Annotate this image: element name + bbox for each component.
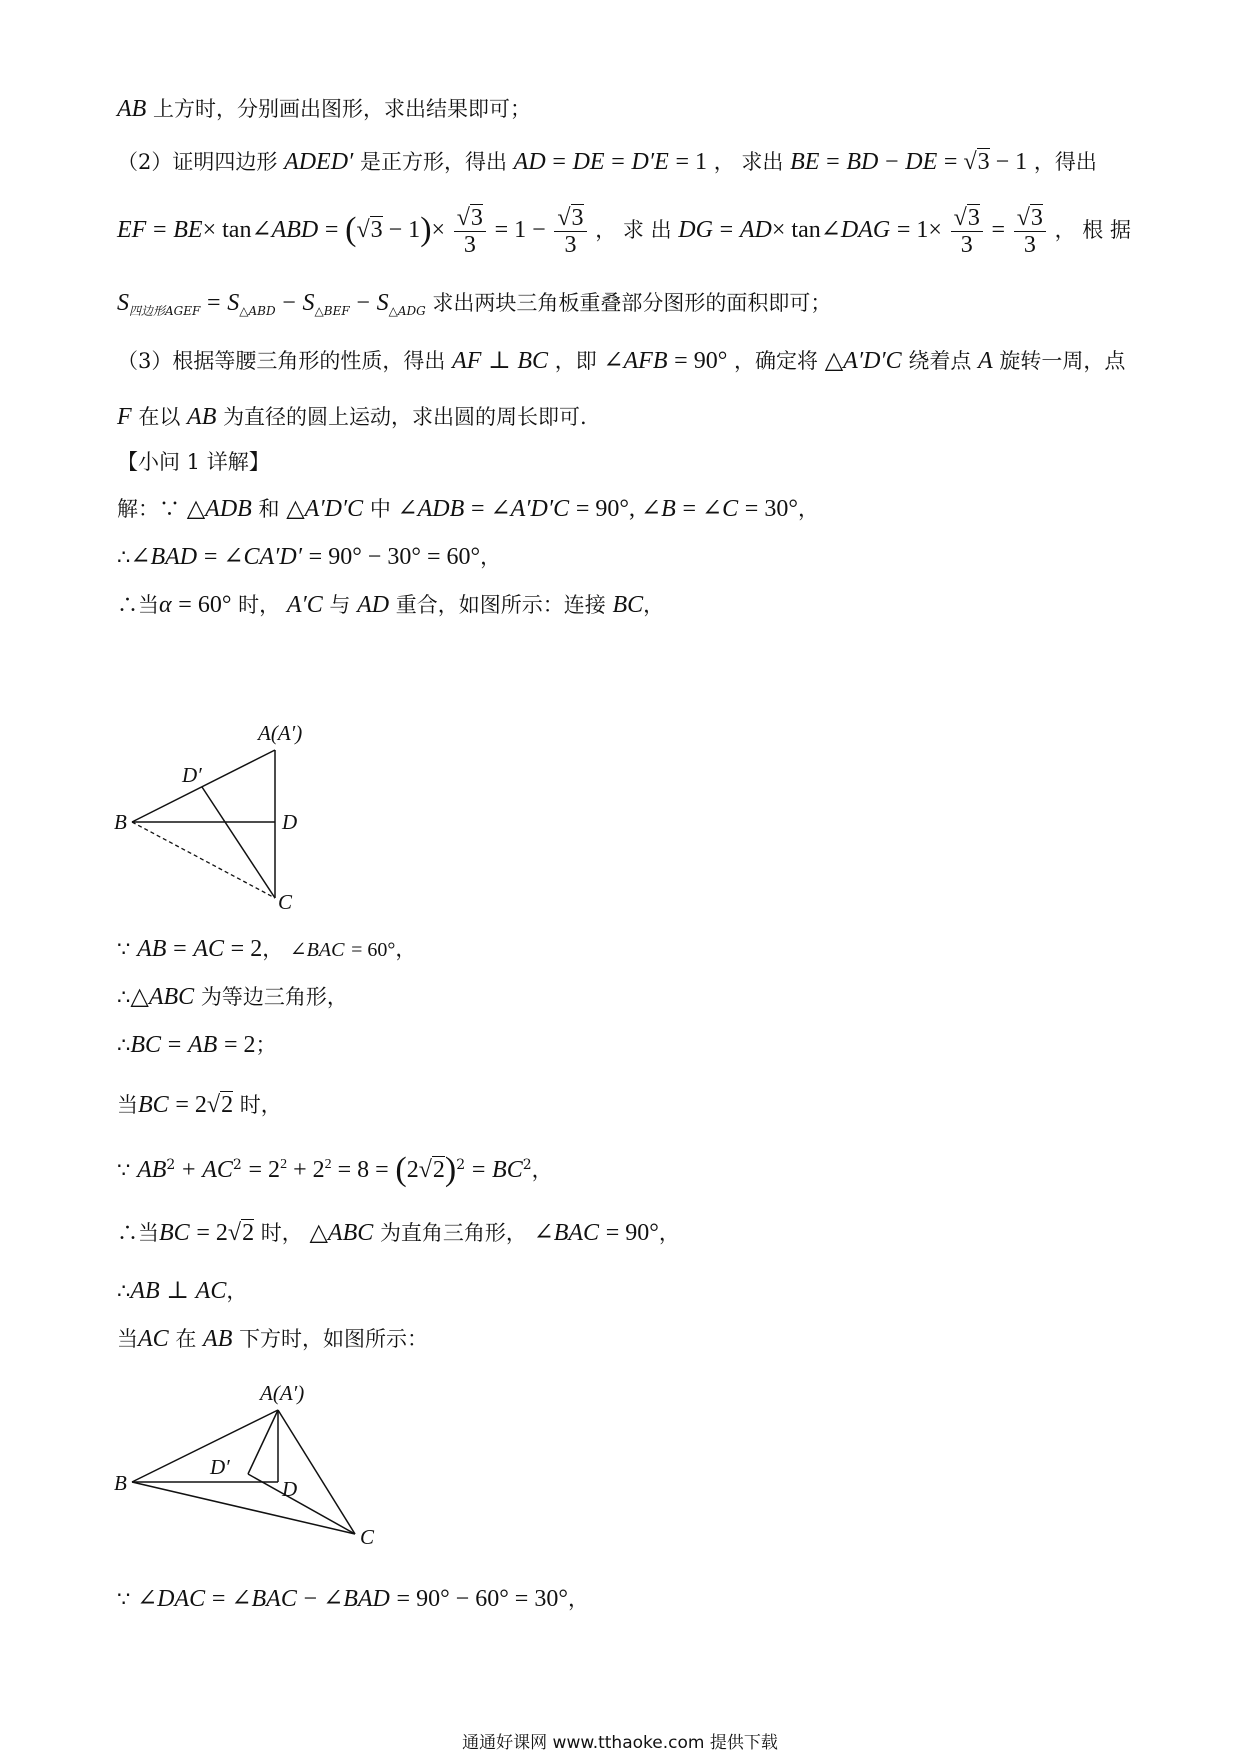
figure-1-label-c: C <box>278 890 293 910</box>
section-heading: 【小问 1 详解】 <box>117 450 270 474</box>
geometry-figure-2 <box>110 1372 400 1572</box>
text-line-12: ∴△ABC 为等边三角形， <box>117 984 348 1010</box>
text-line-3: EF = BE× tan∠ABD = (√3 − 1)× $\frac{√3}{3}$ = 1 − $\frac{√3}{3}$ ， 求 出 DG = AD× tan∠DAG = 1× $\frac{√3}{3}$ = $\frac{√3}{3}$ ， 根 据 <box>117 205 1131 258</box>
text-line-17: ∴AB ⊥ AC， <box>117 1278 248 1304</box>
figure-2-label-d: D <box>282 1477 298 1501</box>
geometry-figure-1 <box>110 710 330 910</box>
text-line-19: ∵ ∠DAC = ∠BAC − ∠BAD = 90° − 60° = 30°， <box>117 1586 589 1612</box>
figure-1-label-d-prime: D′ <box>182 763 202 787</box>
text-line-16: ∴当BC = 2√2 时， △ABC 为直角三角形， ∠BAC = 90°， <box>117 1220 680 1246</box>
figure-2-label-d-prime: D′ <box>210 1455 230 1479</box>
page-footer: 通通好课网 www.tthaoke.com 提供下载 <box>462 1733 778 1753</box>
figure-2-label-c: C <box>360 1525 375 1549</box>
figure-2-label-b: B <box>114 1471 127 1495</box>
figure-1-label-a: A(A′) <box>258 721 303 745</box>
text-line-5: （3）根据等腰三角形的性质，得出 AF ⊥ BC ，即 ∠AFB = 90° ，确定将 △A′D′C 绕着点 A 旋转一周，点 <box>117 348 1126 374</box>
figure-2-label-a: A(A′) <box>260 1381 305 1405</box>
text-line-10: ∴当α = 60° 时， A′C 与 AD 重合，如图所示：连接 BC， <box>117 592 665 618</box>
text-line-8: 解：∵ △ADB 和 △A′D′C 中 ∠ADB = ∠A′D′C = 90°, ∠B = ∠C = 30°， <box>117 496 819 522</box>
text-line-9: ∴∠BAD = ∠CA′D′ = 90° − 30° = 60°， <box>117 544 502 570</box>
line-1-text: 上方时，分别画出图形，求出结果即可； <box>153 97 532 121</box>
text-line-15: ∵ $AB^2 + AC^2 = 2^2 + 2^2 = 8 = (2√2)^2 = BC^2$， <box>117 1151 553 1188</box>
text-line-11: ∵ AB = AC = 2， ∠BAC = 60°， <box>117 936 417 962</box>
text-line-1: AB 上方时，分别画出图形，求出结果即可； <box>117 96 532 122</box>
text-line-4: $S_{四边形AGEF} = S_{\triangle ABD} - S_{\triangle BEF} - S_{\triangle ADG}$ 求出两块三角板重叠部分图形的面积即可； <box>117 290 832 319</box>
text-line-2: （2）证明四边形 ADED′ 是正方形，得出 AD = DE = D′E = 1 ， 求出 BE = BD − DE = √3 − 1 ，得出 <box>117 149 1097 175</box>
text-line-14: 当BC = 2√2 时， <box>117 1092 282 1118</box>
text-line-6: F 在以 AB 为直径的圆上运动，求出圆的周长即可. <box>117 404 587 430</box>
figure-1-label-d: D <box>282 810 298 834</box>
figure-1-label-b: B <box>114 810 127 834</box>
text-line-13: ∴BC = AB = 2； <box>117 1032 277 1058</box>
text-line-18: 当AC 在 AB 下方时，如图所示： <box>117 1326 429 1352</box>
